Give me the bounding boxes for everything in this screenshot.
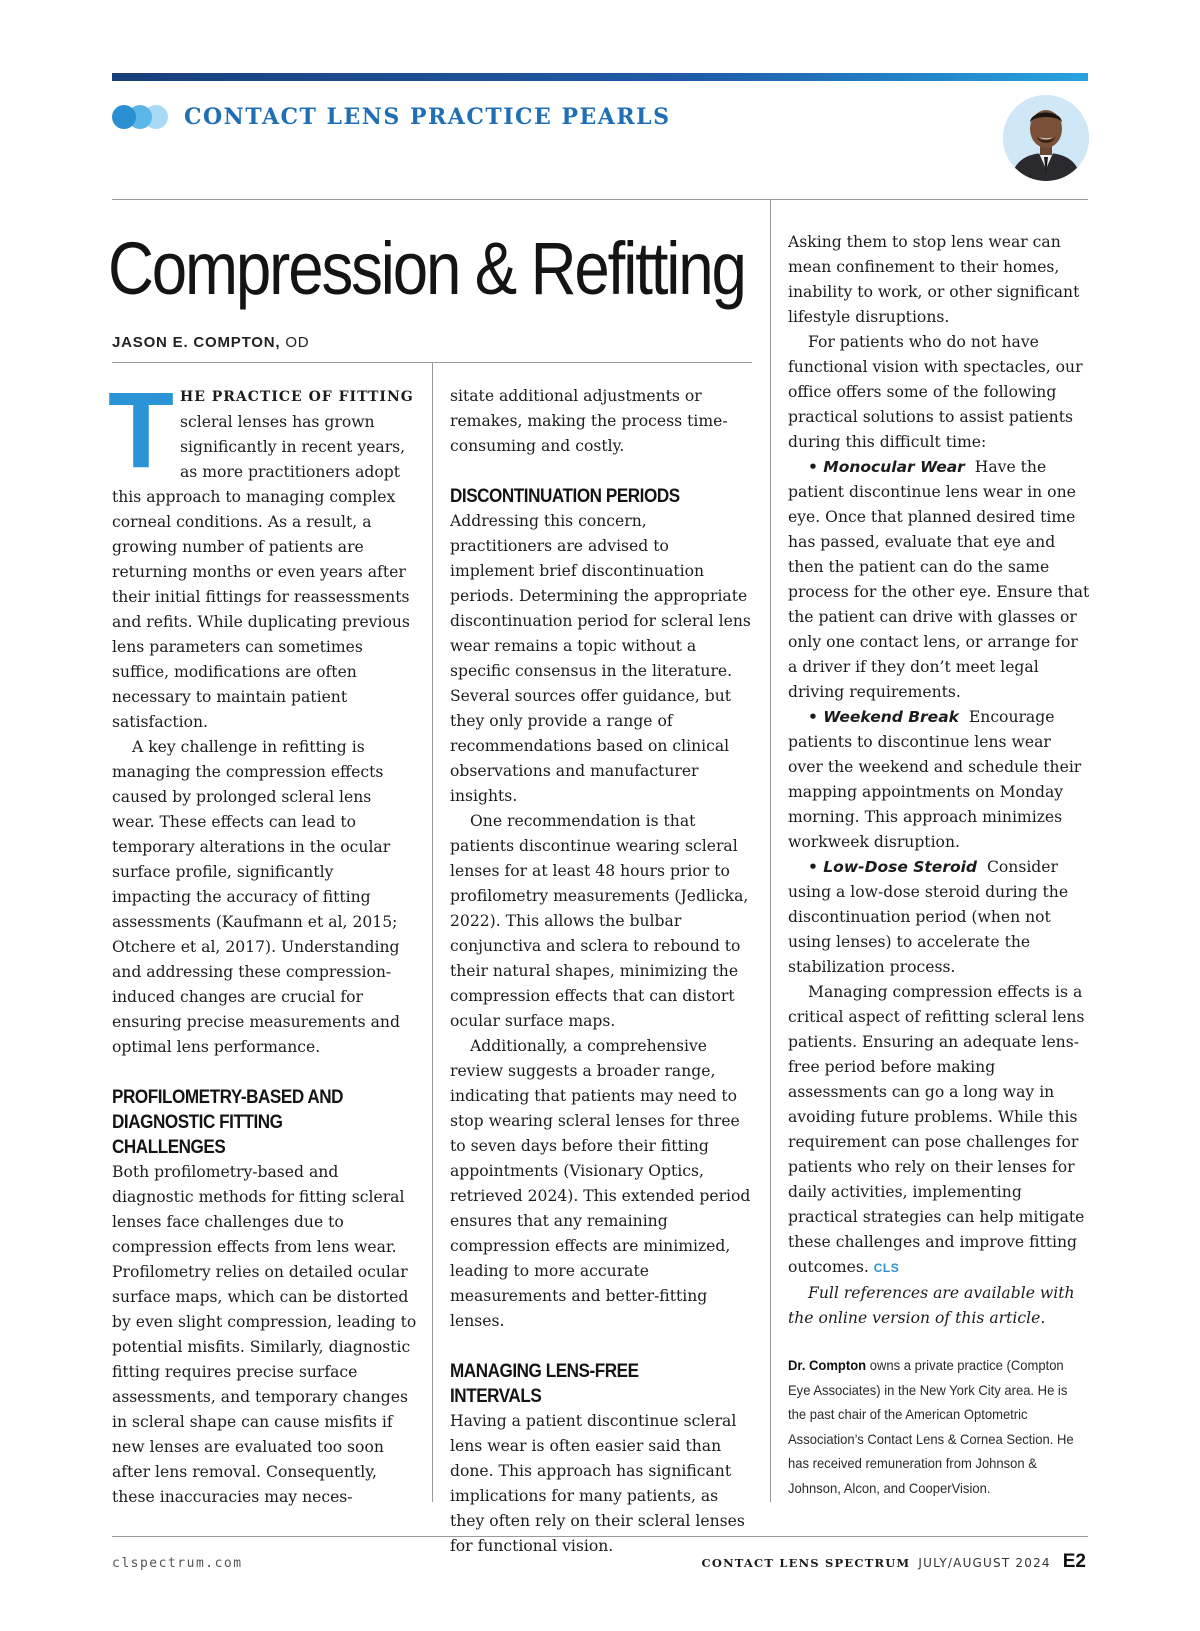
author-photo bbox=[1003, 95, 1089, 181]
bullet-text: Encourage patients to discontinue lens wear over the weekend and schedule their mapping appointments on Monday morning. This approach minimizes workweek disruption. bbox=[788, 708, 1082, 851]
header-divider bbox=[112, 199, 1088, 200]
article-column-1 bbox=[108, 369, 417, 1510]
end-mark: CLS bbox=[873, 1261, 900, 1275]
references-note: Full references are available with the online version of this article. bbox=[788, 1284, 1075, 1327]
bullet-heading: • Monocular Wear bbox=[808, 458, 965, 476]
department-header bbox=[112, 100, 670, 134]
page-number: E2 bbox=[1062, 1551, 1086, 1572]
body-paragraph: sitate additional adjustments or remakes, making the process time-consuming and costly. bbox=[450, 387, 728, 455]
body-paragraph: Asking them to stop lens wear can mean confinement to their homes, inability to work, or other significant lifestyle disruptions. bbox=[788, 233, 1080, 326]
body-paragraph: Additionally, a comprehensive review suggests a broader range, indicating that patients may need to stop wearing scleral lenses for three to seven days before their fitting appointments (Visionary Optics, retrieved 2024). This extended period ensures that any remaining compression effects are minimized, leading to more accurate measurements and better-fitting lenses. bbox=[450, 1037, 751, 1330]
issue-date: JULY/AUGUST 2024 bbox=[918, 1556, 1051, 1570]
bullet-heading: • Weekend Break bbox=[808, 708, 959, 726]
department-label: CONTACT LENS PRACTICE PEARLS bbox=[184, 104, 671, 130]
footer-info bbox=[702, 1551, 1087, 1573]
closing-text: Managing compression effects is a critical aspect of refitting scleral lens patients. Ensuring an adequate lens-free period before making assessments can go a long way in avoiding future problems. While this requirement can pose challenges for patients who rely on their lenses for daily activities, implementing practical strategies can help mitigate these challenges and improve fitting outcomes. bbox=[788, 983, 1085, 1276]
section-heading: PROFILOMETRY-BASED AND DIAGNOSTIC FITTING CHALLENGES bbox=[112, 1087, 344, 1158]
author-name: JASON E. COMPTON, bbox=[112, 334, 281, 351]
intro-paragraph bbox=[108, 369, 417, 735]
bio-name: Dr. Compton bbox=[788, 1357, 867, 1373]
bullet-item bbox=[788, 705, 1090, 855]
body-paragraph: One recommendation is that patients discontinue wearing scleral lenses for at least 48 hours prior to profilometry measurements (Jedlicka, 2022). This allows the bulbar conjunctiva and sclera to rebound to their natural shapes, minimizing the compression effects that can distort ocular surface maps. bbox=[450, 812, 749, 1030]
footer-website: clspectrum.com bbox=[112, 1556, 243, 1571]
intro-text: scleral lenses has grown significantly in recent years, as more practitioners adopt this approach to managing complex corneal conditions. As a result, a growing number of patients are returning months or even years after their initial fittings for reassessments and refits. While duplicating previous lens parameters can sometimes suffice, modifications are often necessary to maintain patient satisfaction. bbox=[112, 413, 410, 731]
body-paragraph: A key challenge in refitting is managing the compression effects caused by prolonged scleral lens wear. These effects can lead to temporary alterations in the ocular surface profile, significantly impacting the accuracy of fitting assessments (Kaufmann et al, 2015; Otchere et al, 2017). Understanding and addressing these compression-induced changes are crucial for ensuring precise measurements and optimal lens performance. bbox=[112, 738, 400, 1056]
magazine-name: CONTACT LENS SPECTRUM bbox=[701, 1556, 911, 1570]
column-divider-2 bbox=[770, 200, 771, 1502]
drop-cap: T bbox=[108, 369, 174, 490]
author-bio bbox=[788, 1353, 1087, 1500]
body-paragraph: Having a patient discontinue scleral lens wear is often easier said than done. This approach has significant implications for many patients, as they often rely on their scleral lenses for functional vision. bbox=[450, 1412, 745, 1555]
bullet-text: Have the patient discontinue lens wear in one eye. Once that planned desired time has passed, evaluate that eye and then the patient can do the same process for the other eye. Ensure that the patient can drive with glasses or only one contact lens, or arrange for a driver if they don’t meet legal driving requirements. bbox=[788, 458, 1090, 701]
department-dots-icon bbox=[112, 104, 174, 130]
body-paragraph: For patients who do not have functional vision with spectacles, our office offers some of the following practical solutions to assist patients during this difficult time: bbox=[788, 333, 1083, 451]
section-heading: DISCONTINUATION PERIODS bbox=[450, 486, 680, 507]
bullet-text: Consider using a low-dose steroid during the discontinuation period (when not using lenses) to accelerate the stabilization process. bbox=[788, 858, 1069, 976]
lead-in: HE PRACTICE OF FITTING bbox=[179, 389, 414, 405]
author-credential: OD bbox=[285, 334, 310, 351]
body-paragraph: Both profilometry-based and diagnostic methods for fitting scleral lenses face challenges due to compression effects from lens wear. Profilometry relies on detailed ocular surface maps, which can be distorted by even slight compression, leading to potential misfits. Similarly, diagnostic fitting requires precise surface assessments, and temporary changes in scleral shape can cause misfits if new lenses are evaluated too soon after lens removal. Consequently, these inaccuracies may neces- bbox=[112, 1163, 417, 1506]
bullet-item bbox=[788, 455, 1090, 705]
author-byline bbox=[112, 334, 309, 351]
section-heading: MANAGING LENS-FREE INTERVALS bbox=[450, 1361, 639, 1407]
body-paragraph bbox=[788, 980, 1090, 1281]
footer-divider bbox=[112, 1536, 1088, 1537]
bullet-item bbox=[788, 855, 1090, 980]
article-title: Compression & Refitting bbox=[108, 227, 745, 310]
article-column-3 bbox=[788, 230, 1090, 1500]
bio-text: owns a private practice (Compton Eye Associates) in the New York City area. He is the past chair of the American Optometric Association’s Contact Lens & Cornea Section. He has received remuneration from Johnson & Johnson, Alcon, and CooperVision. bbox=[788, 1357, 1074, 1496]
header-color-bar bbox=[112, 73, 1088, 81]
article-column-2 bbox=[450, 384, 752, 1559]
bullet-heading: • Low-Dose Steroid bbox=[808, 858, 978, 876]
column-divider-1 bbox=[432, 362, 433, 1502]
body-paragraph: Addressing this concern, practitioners are advised to implement brief discontinuation periods. Determining the appropriate discontinuation period for scleral lens wear remains a topic without a specific consensus in the literature. Several sources offer guidance, but they only provide a range of recommendations based on clinical observations and manufacturer insights. bbox=[450, 512, 751, 805]
